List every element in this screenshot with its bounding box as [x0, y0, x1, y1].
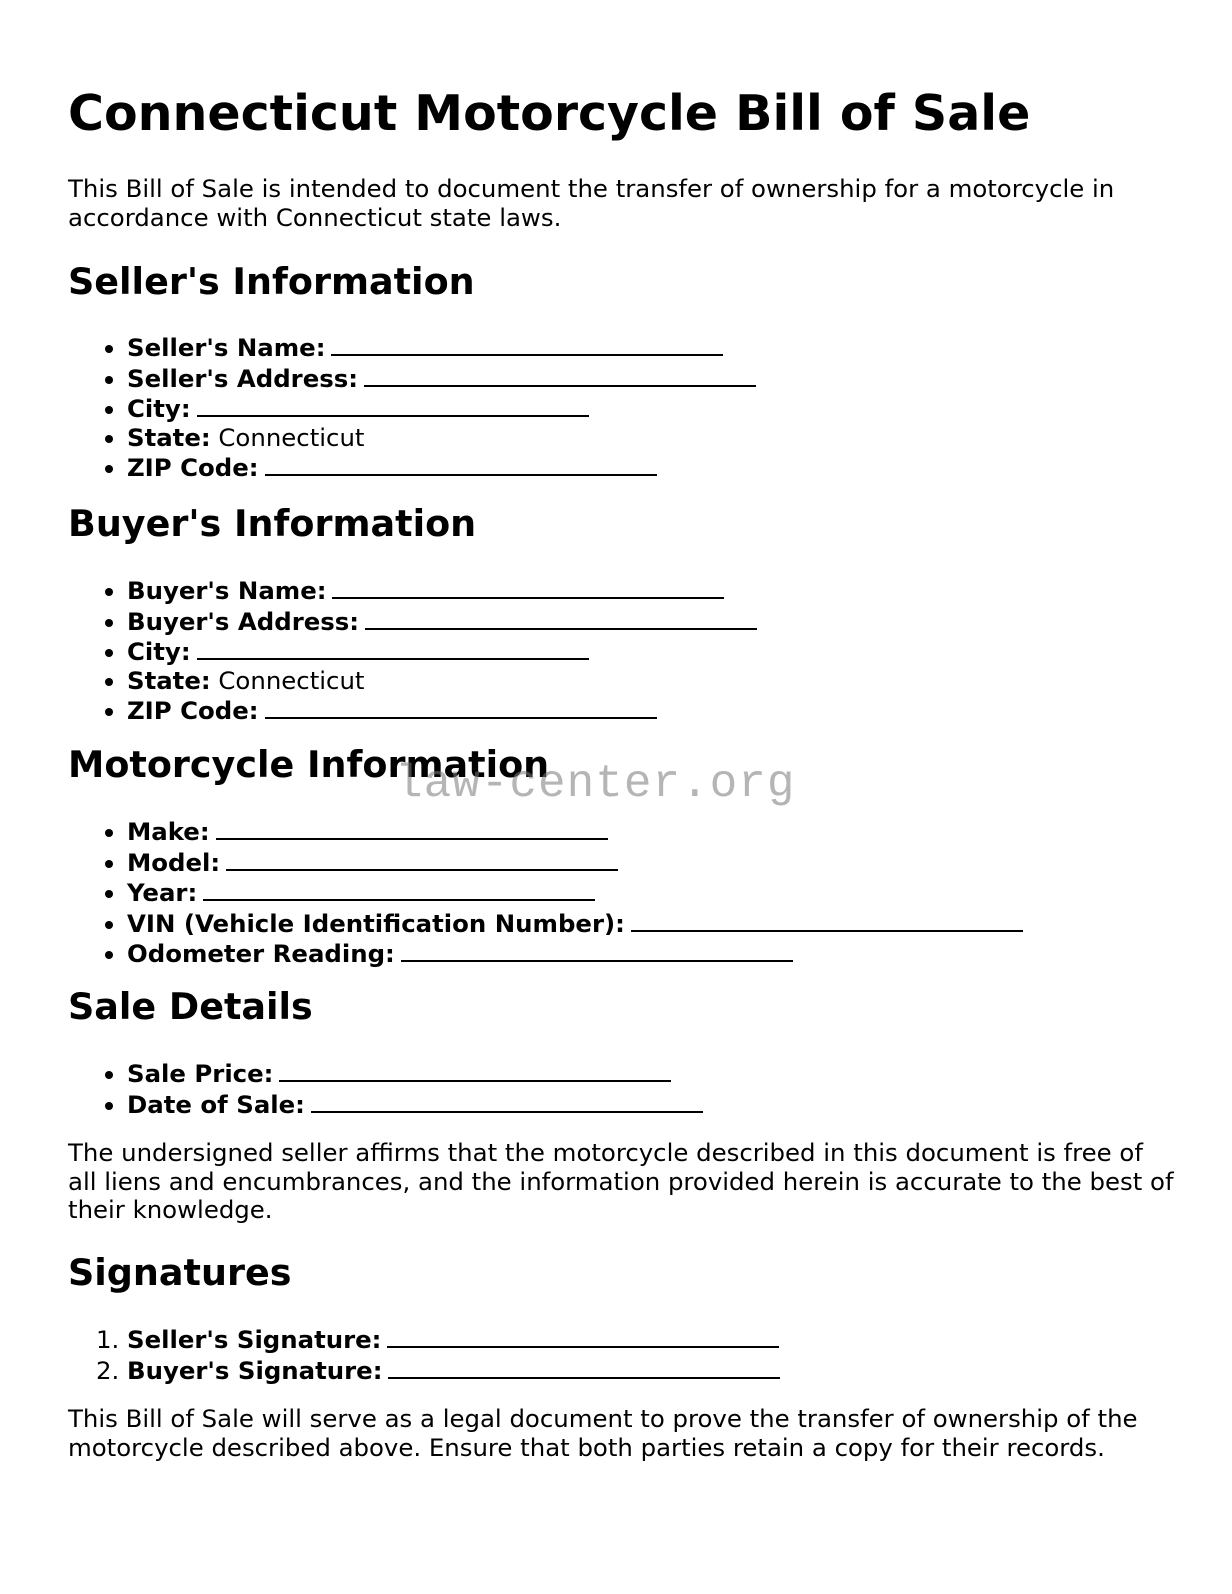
- fill-in-line[interactable]: [332, 575, 724, 599]
- affirmation-paragraph: The undersigned seller affirms that the motorcycle described in this document is free of all liens and encumbrances, and the information provided herein is accurate to the best of their knowledge.: [68, 1138, 1174, 1224]
- signatures-section-heading: Signatures: [68, 1251, 292, 1294]
- field-value: Connecticut: [218, 665, 365, 695]
- fill-in-line[interactable]: [265, 452, 657, 476]
- fill-in-line[interactable]: [631, 908, 1023, 932]
- buyer-signature-field: [127, 1355, 780, 1386]
- fill-in-line[interactable]: [331, 332, 723, 356]
- sale-fields-list: [68, 1058, 703, 1119]
- field-label: City:: [127, 637, 191, 666]
- field-label: Buyer's Address:: [127, 606, 360, 636]
- sale-section-heading: Sale Details: [68, 985, 313, 1028]
- fill-in-line[interactable]: [365, 606, 757, 630]
- watermark-text: law-center.org: [395, 758, 796, 810]
- seller-signature-field: [127, 1324, 780, 1355]
- intro-paragraph: This Bill of Sale is intended to document the transfer of ownership for a motorcycle in accordance with Connecticut state laws.: [68, 174, 1115, 232]
- fill-in-line[interactable]: [311, 1089, 703, 1113]
- fill-in-line[interactable]: [279, 1058, 671, 1082]
- fill-in-line[interactable]: [388, 1355, 780, 1379]
- motorcycle-fields-list: [68, 816, 1023, 969]
- fill-in-line[interactable]: [216, 816, 608, 840]
- seller-state-field: [127, 424, 756, 453]
- buyer-zip-field: [127, 695, 757, 726]
- fill-in-line[interactable]: [197, 636, 589, 660]
- fill-in-line[interactable]: [265, 695, 657, 719]
- seller-fields-list: [68, 332, 756, 483]
- field-label: Sale Price:: [127, 1059, 274, 1088]
- field-label: Seller's Name:: [127, 333, 326, 362]
- field-label: Seller's Signature:: [127, 1325, 382, 1354]
- buyer-name-field: [127, 575, 757, 606]
- field-label: Make:: [127, 817, 210, 846]
- fill-in-line[interactable]: [197, 393, 589, 417]
- buyer-fields-list: [68, 575, 757, 726]
- field-label: ZIP Code:: [127, 696, 259, 725]
- field-label: ZIP Code:: [127, 453, 259, 482]
- buyer-section-heading: Buyer's Information: [68, 502, 477, 545]
- motorcycle-section-heading: Motorcycle Information: [68, 743, 550, 786]
- field-label: State:: [127, 422, 211, 452]
- sale-price-field: [127, 1058, 703, 1089]
- seller-section-heading: Seller's Information: [68, 260, 475, 303]
- field-label: VIN (Vehicle Identification Number):: [127, 908, 625, 938]
- buyer-city-field: [127, 636, 757, 667]
- field-label: Date of Sale:: [127, 1089, 305, 1119]
- field-label: Odometer Reading:: [127, 939, 395, 968]
- odometer-field: [127, 938, 1023, 969]
- field-label: Buyer's Name:: [127, 576, 327, 605]
- field-label: State:: [127, 665, 211, 695]
- buyer-address-field: [127, 606, 757, 637]
- field-label: City:: [127, 394, 191, 423]
- seller-zip-field: [127, 452, 756, 483]
- vin-field: [127, 908, 1023, 939]
- seller-city-field: [127, 393, 756, 424]
- year-field: [127, 877, 1023, 908]
- sale-date-field: [127, 1089, 703, 1120]
- field-label: Buyer's Signature:: [127, 1355, 383, 1385]
- document-title: Connecticut Motorcycle Bill of Sale: [68, 85, 1031, 142]
- fill-in-line[interactable]: [364, 363, 756, 387]
- field-label: Seller's Address:: [127, 363, 359, 393]
- fill-in-line[interactable]: [226, 847, 618, 871]
- model-field: [127, 847, 1023, 878]
- field-value: Connecticut: [218, 422, 365, 452]
- seller-name-field: [127, 332, 756, 363]
- fill-in-line[interactable]: [203, 877, 595, 901]
- fill-in-line[interactable]: [401, 938, 793, 962]
- fill-in-line[interactable]: [387, 1324, 779, 1348]
- closing-paragraph: This Bill of Sale will serve as a legal document to prove the transfer of ownership of the motorcycle described above. Ensure that both parties retain a copy for their records.: [68, 1404, 1138, 1462]
- field-label: Model:: [127, 847, 221, 877]
- seller-address-field: [127, 363, 756, 394]
- signatures-list: [68, 1324, 780, 1385]
- make-field: [127, 816, 1023, 847]
- field-label: Year:: [127, 878, 198, 907]
- buyer-state-field: [127, 667, 757, 696]
